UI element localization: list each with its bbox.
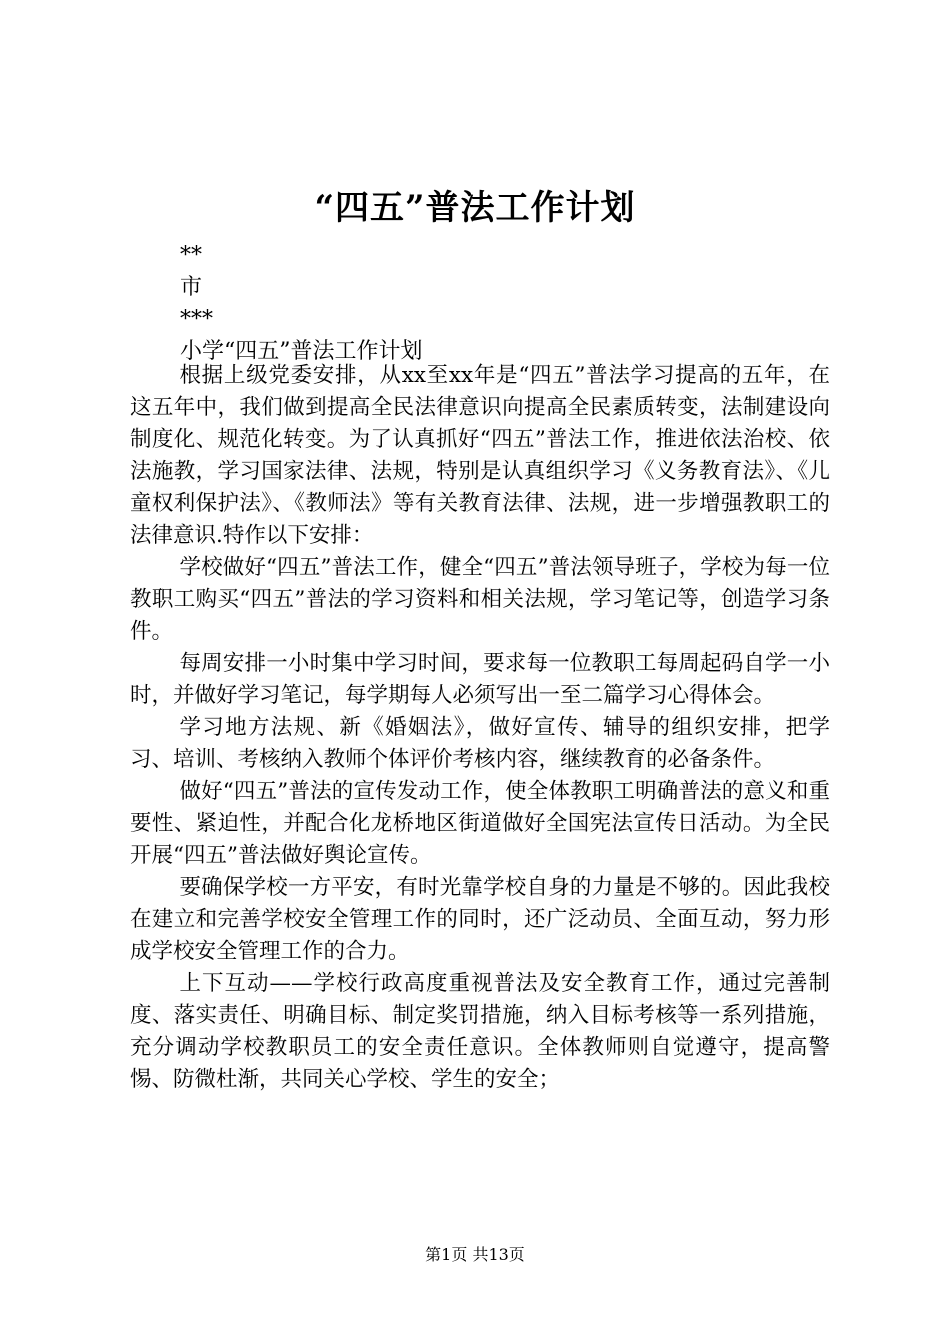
body-paragraph: 每周安排一小时集中学习时间，要求每一位教职工每周起码自学一小时，并做好学习笔记，每学期每人必须写出一至二篇学习心得体会。 [130,651,830,708]
body-paragraph: 学校做好“四五”普法工作，健全“四五”普法领导班子，学校为每一位教职工购买“四五”普法的学习资料和相关法规，学习笔记等，创造学习条件。 [130,555,830,644]
body-paragraph: 根据上级党委安排，从xx至xx年是“四五”普法学习提高的五年，在这五年中，我们做到提高全民法律意识向提高全民素质转变，法制建设向制度化、规范化转变。为了认真抓好“四五”普法工作，推进依法治校、依法施教，学习国家法律、法规，特别是认真组织学习《义务教育法》、《儿童权利保护法》、《教师法》等有关教育法律、法规，进一步增强教职工的法律意识.特作以下安排： [130,363,830,548]
body-paragraph: 要确保学校一方平安，有时光靠学校自身的力量是不够的。因此我校在建立和完善学校安全管理工作的同时，还广泛动员、全面互动，努力形成学校安全管理工作的合力。 [130,875,830,964]
body-paragraph: 学习地方法规、新《婚姻法》，做好宣传、辅导的组织安排，把学习、培训、考核纳入教师个体评价考核内容，继续教育的必备条件。 [130,715,830,772]
body-paragraph: 做好“四五”普法的宣传发动工作，使全体教职工明确普法的意义和重要性、紧迫性，并配合化龙桥地区街道做好全国宪法宣传日活动。为全民开展“四五”普法做好舆论宣传。 [130,779,830,868]
page-footer: 第1页 共13页 [425,1245,525,1264]
header-line: *** [180,307,213,332]
document-title: “四五”普法工作计划 [314,188,636,228]
body-paragraph: 上下互动——学校行政高度重视普法及安全教育工作，通过完善制度、落实责任、明确目标、制定奖罚措施，纳入目标考核等一系列措施，充分调动学校教职员工的安全责任意识。全体教师则自觉遵守，提高警惕、防微杜渐，共同关心学校、学生的安全； [130,971,830,1092]
header-line: 市 [180,275,203,300]
header-line: ** [180,243,202,268]
document-body [130,360,830,1096]
header-line: 小学“四五”普法工作计划 [180,339,423,364]
header-block [180,240,423,368]
